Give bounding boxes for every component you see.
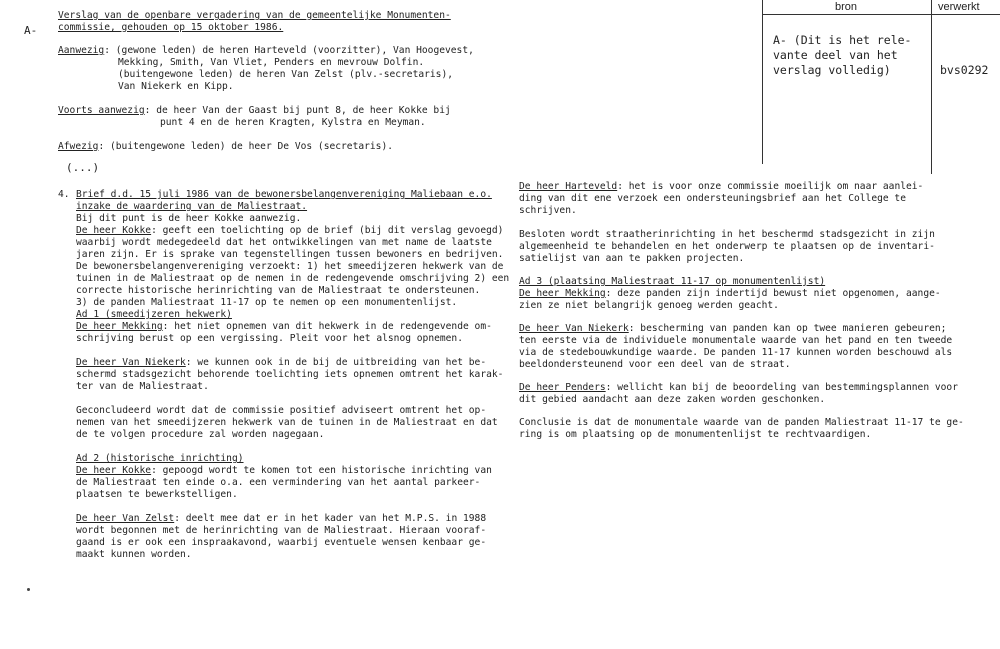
text-line: schrijven.: [519, 205, 577, 216]
also-present-line: punt 4 en de heren Kragten, Kylstra en Meyman.: [160, 117, 426, 128]
text-line: jaren zijn. Er is sprake van tegenstellingen tussen bewoners en bedrijven.: [76, 249, 504, 260]
ad1-title: Ad 1 (smeedijzeren hekwerk): [76, 309, 232, 320]
source-note: A- (Dit is het rele- vante deel van het verslag volledig): [773, 33, 912, 77]
attendance-also-present: Voorts aanwezig: de heer Van der Gaast bij punt 8, de heer Kokke bij: [58, 105, 451, 116]
text-line: maakt kunnen worden.: [76, 549, 192, 560]
mekking-right-statement: De heer Mekking: deze panden zijn indertijd bewust niet opgenomen, aange-: [519, 288, 941, 299]
speaker-label: De heer Mekking: [76, 321, 163, 332]
ellipsis: (...): [66, 161, 100, 174]
text-line: wordt begonnen met de herinrichting van de Maliestraat. Hieraan vooraf-: [76, 525, 487, 536]
mekking-statement: De heer Mekking: het niet opnemen van dit hekwerk in de redengevende om-: [76, 321, 492, 332]
text-line: schrijving berust op een vergissing. Pleit voor het alsnog opnemen.: [76, 333, 463, 344]
present-line: Mekking, Smith, Van Vliet, Penders en mevrouw Dolfin.: [118, 57, 425, 68]
box-middle-line: [931, 0, 932, 174]
text-line: beeldondersteunend voor een deel van de straat.: [519, 359, 791, 370]
attendance-absent: Afwezig: (buitengewone leden) de heer De Vos (secretaris).: [58, 141, 394, 152]
speaker-label: De heer Mekking: [519, 288, 606, 299]
text-line: ring is om plaatsing op de monumentenlijst te rechtvaardigen.: [519, 429, 872, 440]
box-left-line: [762, 0, 763, 164]
absent-label: Afwezig: [58, 141, 99, 152]
ad3-title: Ad 3 (plaatsing Maliestraat 11-17 op monumentenlijst): [519, 276, 826, 287]
speaker-label: De heer Harteveld: [519, 181, 618, 192]
text-line: de Maliestraat ten einde o.a. een vermindering van het aantal parkeer-: [76, 477, 481, 488]
niekerk-statement: De heer Van Niekerk: we kunnen ook in de bij de uitbreiding van het be-: [76, 357, 487, 368]
kokke2-statement: De heer Kokke: gepoogd wordt te komen tot een historische inrichting van: [76, 465, 492, 476]
present-line: (buitengewone leden) de heren Van Zelst (plv.-secretaris),: [118, 69, 454, 80]
document-title-line-2: commissie, gehouden op 15 oktober 1986.: [58, 22, 284, 33]
speaker-label: De heer Van Niekerk: [519, 323, 629, 334]
also-present-label: Voorts aanwezig: [58, 105, 145, 116]
text-line: de te volgen procedure zal worden nagegaan.: [76, 429, 325, 440]
niekerk-right-statement: De heer Van Niekerk: bescherming van panden kan op twee manieren gebeuren;: [519, 323, 947, 334]
zelst-statement: De heer Van Zelst: deelt mee dat er in het kader van het M.P.S. in 1988: [76, 513, 487, 524]
text-line: De bewonersbelangenvereniging verzoekt: 1) het smeedijzeren hekwerk van de: [76, 261, 504, 272]
text-line: tuinen in de Maliestraat op de nemen in de redengevende omschrijving 2) een: [76, 273, 510, 284]
text-line: ter van de Maliestraat.: [76, 381, 209, 392]
text-line: satielijst van aan te pakken projecten.: [519, 253, 745, 264]
text-line: via de stedebouwkundige waarde. De panden 11-17 kunnen worden beschouwd als: [519, 347, 953, 358]
present-label: Aanwezig: [58, 45, 105, 56]
archive-code: bvs0292: [940, 63, 989, 77]
speaker-label: De heer Kokke: [76, 225, 152, 236]
ad2-title: Ad 2 (historische inrichting): [76, 453, 244, 464]
text-line: algemeenheid te behandelen en het onderwerp te plaatsen op de inventari-: [519, 241, 935, 252]
text-line: waarbij wordt medegedeeld dat het ontwikkelingen van met name de laatste: [76, 237, 492, 248]
harteveld-statement: De heer Harteveld: het is voor onze commissie moeilijk om naar aanlei-: [519, 181, 924, 192]
agenda-item-title-1: Brief d.d. 15 juli 1986 van de bewonersbelangenvereniging Maliebaan e.o.: [76, 189, 492, 200]
speaker-label: De heer Penders: [519, 382, 606, 393]
box-divider: [762, 14, 1000, 15]
text-line: 3) de panden Maliestraat 11-17 op te nemen op een monumentenlijst.: [76, 297, 458, 308]
speaker-label: De heer Van Niekerk: [76, 357, 186, 368]
text-line: gaand is er ook een inspraakavond, waarbij eventuele wensen kenbaar ge-: [76, 537, 487, 548]
text-line: zien ze niet belangrijk genoeg werden geacht.: [519, 300, 779, 311]
agenda-item-number: 4.: [58, 189, 70, 200]
agenda-item-title-2: inzake de waardering van de Maliestraat.: [76, 201, 308, 212]
attendance-present: Aanwezig: (gewone leden) de heren Harteveld (voorzitter), Van Hoogevest,: [58, 45, 474, 56]
text-line: plaatsen te bewerkstelligen.: [76, 489, 238, 500]
margin-mark: A-: [24, 24, 38, 37]
kokke-present-line: Bij dit punt is de heer Kokke aanwezig.: [76, 213, 302, 224]
text-line: ding van dit ene verzoek een ondersteuningsbrief aan het College te: [519, 193, 906, 204]
text-line: dit gebied aandacht aan deze zaken worden geschonken.: [519, 394, 826, 405]
text-line: Conclusie is dat de monumentale waarde van de panden Maliestraat 11-17 te ge-: [519, 417, 964, 428]
column-header-bron: bron: [835, 1, 858, 13]
text-line: nemen van het smeedijzeren hekwerk van de tuinen in de Maliestraat en dat: [76, 417, 498, 428]
speaker-label: De heer Van Zelst: [76, 513, 175, 524]
text-line: schermd stadsgezicht behorende toelichting iets opnemen omtrent het karak-: [76, 369, 504, 380]
text-line: Besloten wordt straatherinrichting in het beschermd stadsgezicht in zijn: [519, 229, 935, 240]
stray-dot: [27, 588, 30, 591]
speaker-label: De heer Kokke: [76, 465, 152, 476]
column-header-verwerkt: verwerkt: [938, 1, 980, 13]
document-title-line-1: Verslag van de openbare vergadering van de gemeentelijke Monumenten-: [58, 10, 451, 21]
present-line: Van Niekerk en Kipp.: [118, 81, 234, 92]
penders-statement: De heer Penders: wellicht kan bij de beoordeling van bestemmingsplannen voor: [519, 382, 958, 393]
kokke-statement: De heer Kokke: geeft een toelichting op de brief (bij dit verslag gevoegd): [76, 225, 504, 236]
text-line: correcte historische herinrichting van de Maliestraat te ondersteunen.: [76, 285, 481, 296]
text-line: ten eerste via de individuele monumentale waarde van het pand en ten tweede: [519, 335, 953, 346]
text-line: Geconcludeerd wordt dat de commissie positief adviseert omtrent het op-: [76, 405, 487, 416]
